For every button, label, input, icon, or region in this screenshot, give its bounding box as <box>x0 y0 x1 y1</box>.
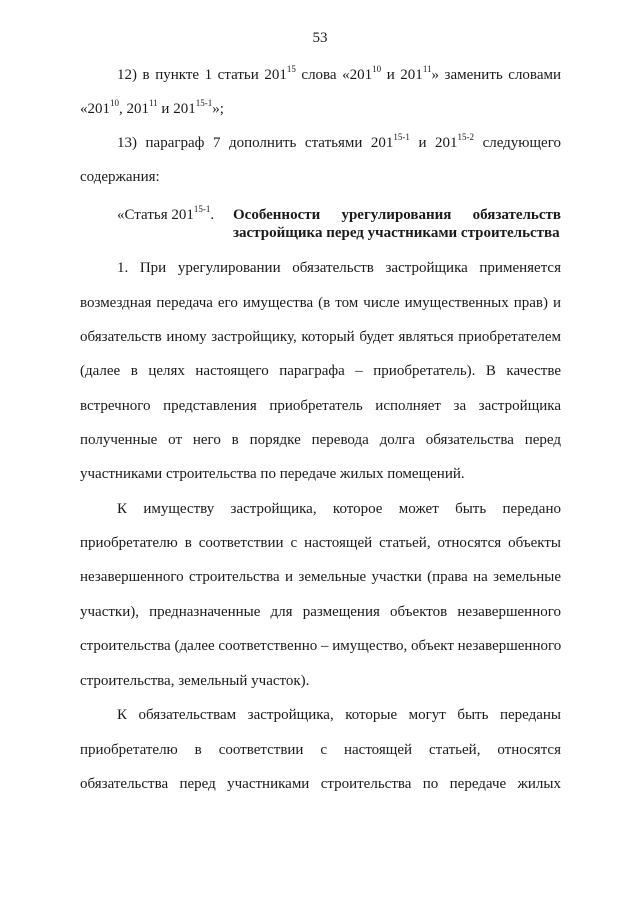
body-line: приобретателю в соответствии с настоящей статьей, относятся объекты <box>80 535 561 551</box>
article-title-line-1: Особенности урегулирования обязательств <box>233 207 561 223</box>
body-line: строительства (далее соответственно – имущество, объект незавершенного <box>80 638 562 654</box>
article-title-line-2: застройщика перед участниками строительства <box>233 225 560 241</box>
item-12-line-2: «$201^{10}$, $201^{11}$ и 201$^{15-1}$»; <box>80 98 224 117</box>
body-line: К имуществу застройщика, которое может быть передано <box>117 501 561 517</box>
body-line: приобретателю в соответствии с настоящей статьей, относятся <box>80 742 561 758</box>
item-12-line-1: 12) в пункте 1 статьи $201^{15}$ слова «$201^{10}$ и $201^{11}$» заменить словами <box>117 64 561 83</box>
body-line: 1. При урегулировании обязательств застройщика применяется <box>117 260 561 276</box>
body-line: незавершенного строительства и земельные участки (права на земельные <box>80 569 561 585</box>
body-line: участки), предназначенные для размещения объектов незавершенного <box>80 604 561 620</box>
body-line: К обязательствам застройщика, которые могут быть переданы <box>117 707 561 723</box>
body-line: встречного представления приобретатель исполняет за застройщика <box>80 398 561 414</box>
body-line: полученные от него в порядке перевода долга обязательства перед <box>80 432 561 448</box>
body-line: обязательства перед участниками строительства по передаче жилых <box>80 776 561 792</box>
body-line: участниками строительства по передаче жилых помещений. <box>80 466 465 482</box>
article-label: «Статья 201$^{15-1}$. <box>117 204 215 223</box>
body-line: (далее в целях настоящего параграфа – приобретатель). В качестве <box>80 363 561 379</box>
body-line: строительства, земельный участок). <box>80 673 310 689</box>
page-number: 53 <box>312 30 328 46</box>
body-line: обязательств иному застройщику, который будет являться приобретателем <box>80 329 561 345</box>
item-13-line-2: содержания: <box>80 169 160 185</box>
body-line: возмездная передача его имущества (в том числе имущественных прав) и <box>80 295 561 311</box>
item-13-line-1: 13) параграф 7 дополнить статьями 201$^{15-1}$ и 201$^{15-2}$ следующего <box>117 132 561 151</box>
article-title <box>233 206 561 242</box>
